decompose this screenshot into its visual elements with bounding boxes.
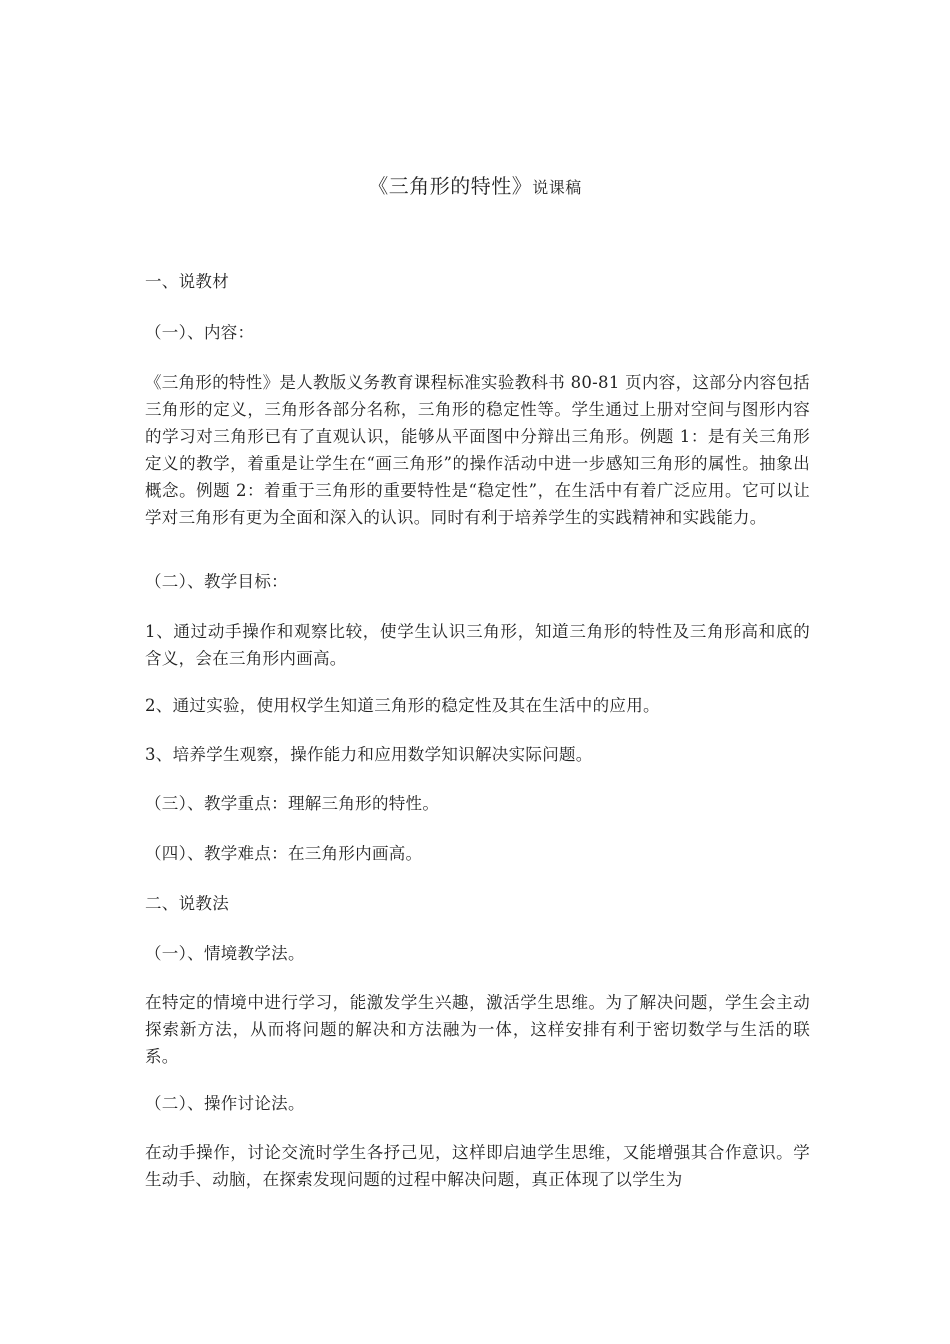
objective-2: 2、通过实验，使用权学生知道三角形的稳定性及其在生活中的应用。 — [145, 696, 660, 715]
difficult-point: （四）、教学难点：在三角形内画高。 — [145, 844, 423, 863]
section-heading-textbook: 一、说教材 — [145, 272, 229, 291]
subheading-objectives: （二）、教学目标： — [145, 572, 288, 591]
title-suffix: 说课稿 — [532, 178, 582, 197]
paragraph-operation-method: 在动手操作，讨论交流时学生各抒己见，这样即启迪学生思维，又能增强其合作意识。学生动手、动脑，在探索发现问题的过程中解决问题，真正体现了以学生为 — [145, 1143, 810, 1189]
key-point: （三）、教学重点：理解三角形的特性。 — [145, 794, 440, 813]
document-title — [0, 172, 950, 202]
paragraph-content: 《三角形的特性》是人教版义务教育课程标准实验教科书 80-81 页内容，这部分内容包括三角形的定义，三角形各部分名称，三角形的稳定性等。学生通过上册对空间与图形内容的学习对三角形已有了直观认识，能够从平面图中分辩出三角形。例题 1：是有关三角形定义的教学，着重是让学生在“画三角形”的操作活动中进一步感知三角形的属性。抽象出概念。例题 2：着重于三角形的重要特性是“稳定性”，在生活中有着广泛应用。它可以让学对三角形有更为全面和深入的认识。同时有利于培养学生的实践精神和实践能力。 — [145, 373, 810, 527]
objective-1: 1、通过动手操作和观察比较，使学生认识三角形，知道三角形的特性及三角形高和底的含义，会在三角形内画高。 — [145, 622, 810, 668]
objective-3: 3、培养学生观察，操作能力和应用数学知识解决实际问题。 — [145, 745, 593, 764]
section-heading-method: 二、说教法 — [145, 894, 229, 913]
subheading-operation-method: （二）、操作讨论法。 — [145, 1094, 305, 1113]
paragraph-situation-method: 在特定的情境中进行学习，能激发学生兴趣，激活学生思维。为了解决问题，学生会主动探索新方法，从而将问题的解决和方法融为一体，这样安排有利于密切数学与生活的联系。 — [145, 993, 810, 1066]
title-main: 《三角形的特性》 — [368, 174, 533, 198]
subheading-content: （一）、内容： — [145, 323, 255, 342]
subheading-situation-method: （一）、情境教学法。 — [145, 944, 305, 963]
